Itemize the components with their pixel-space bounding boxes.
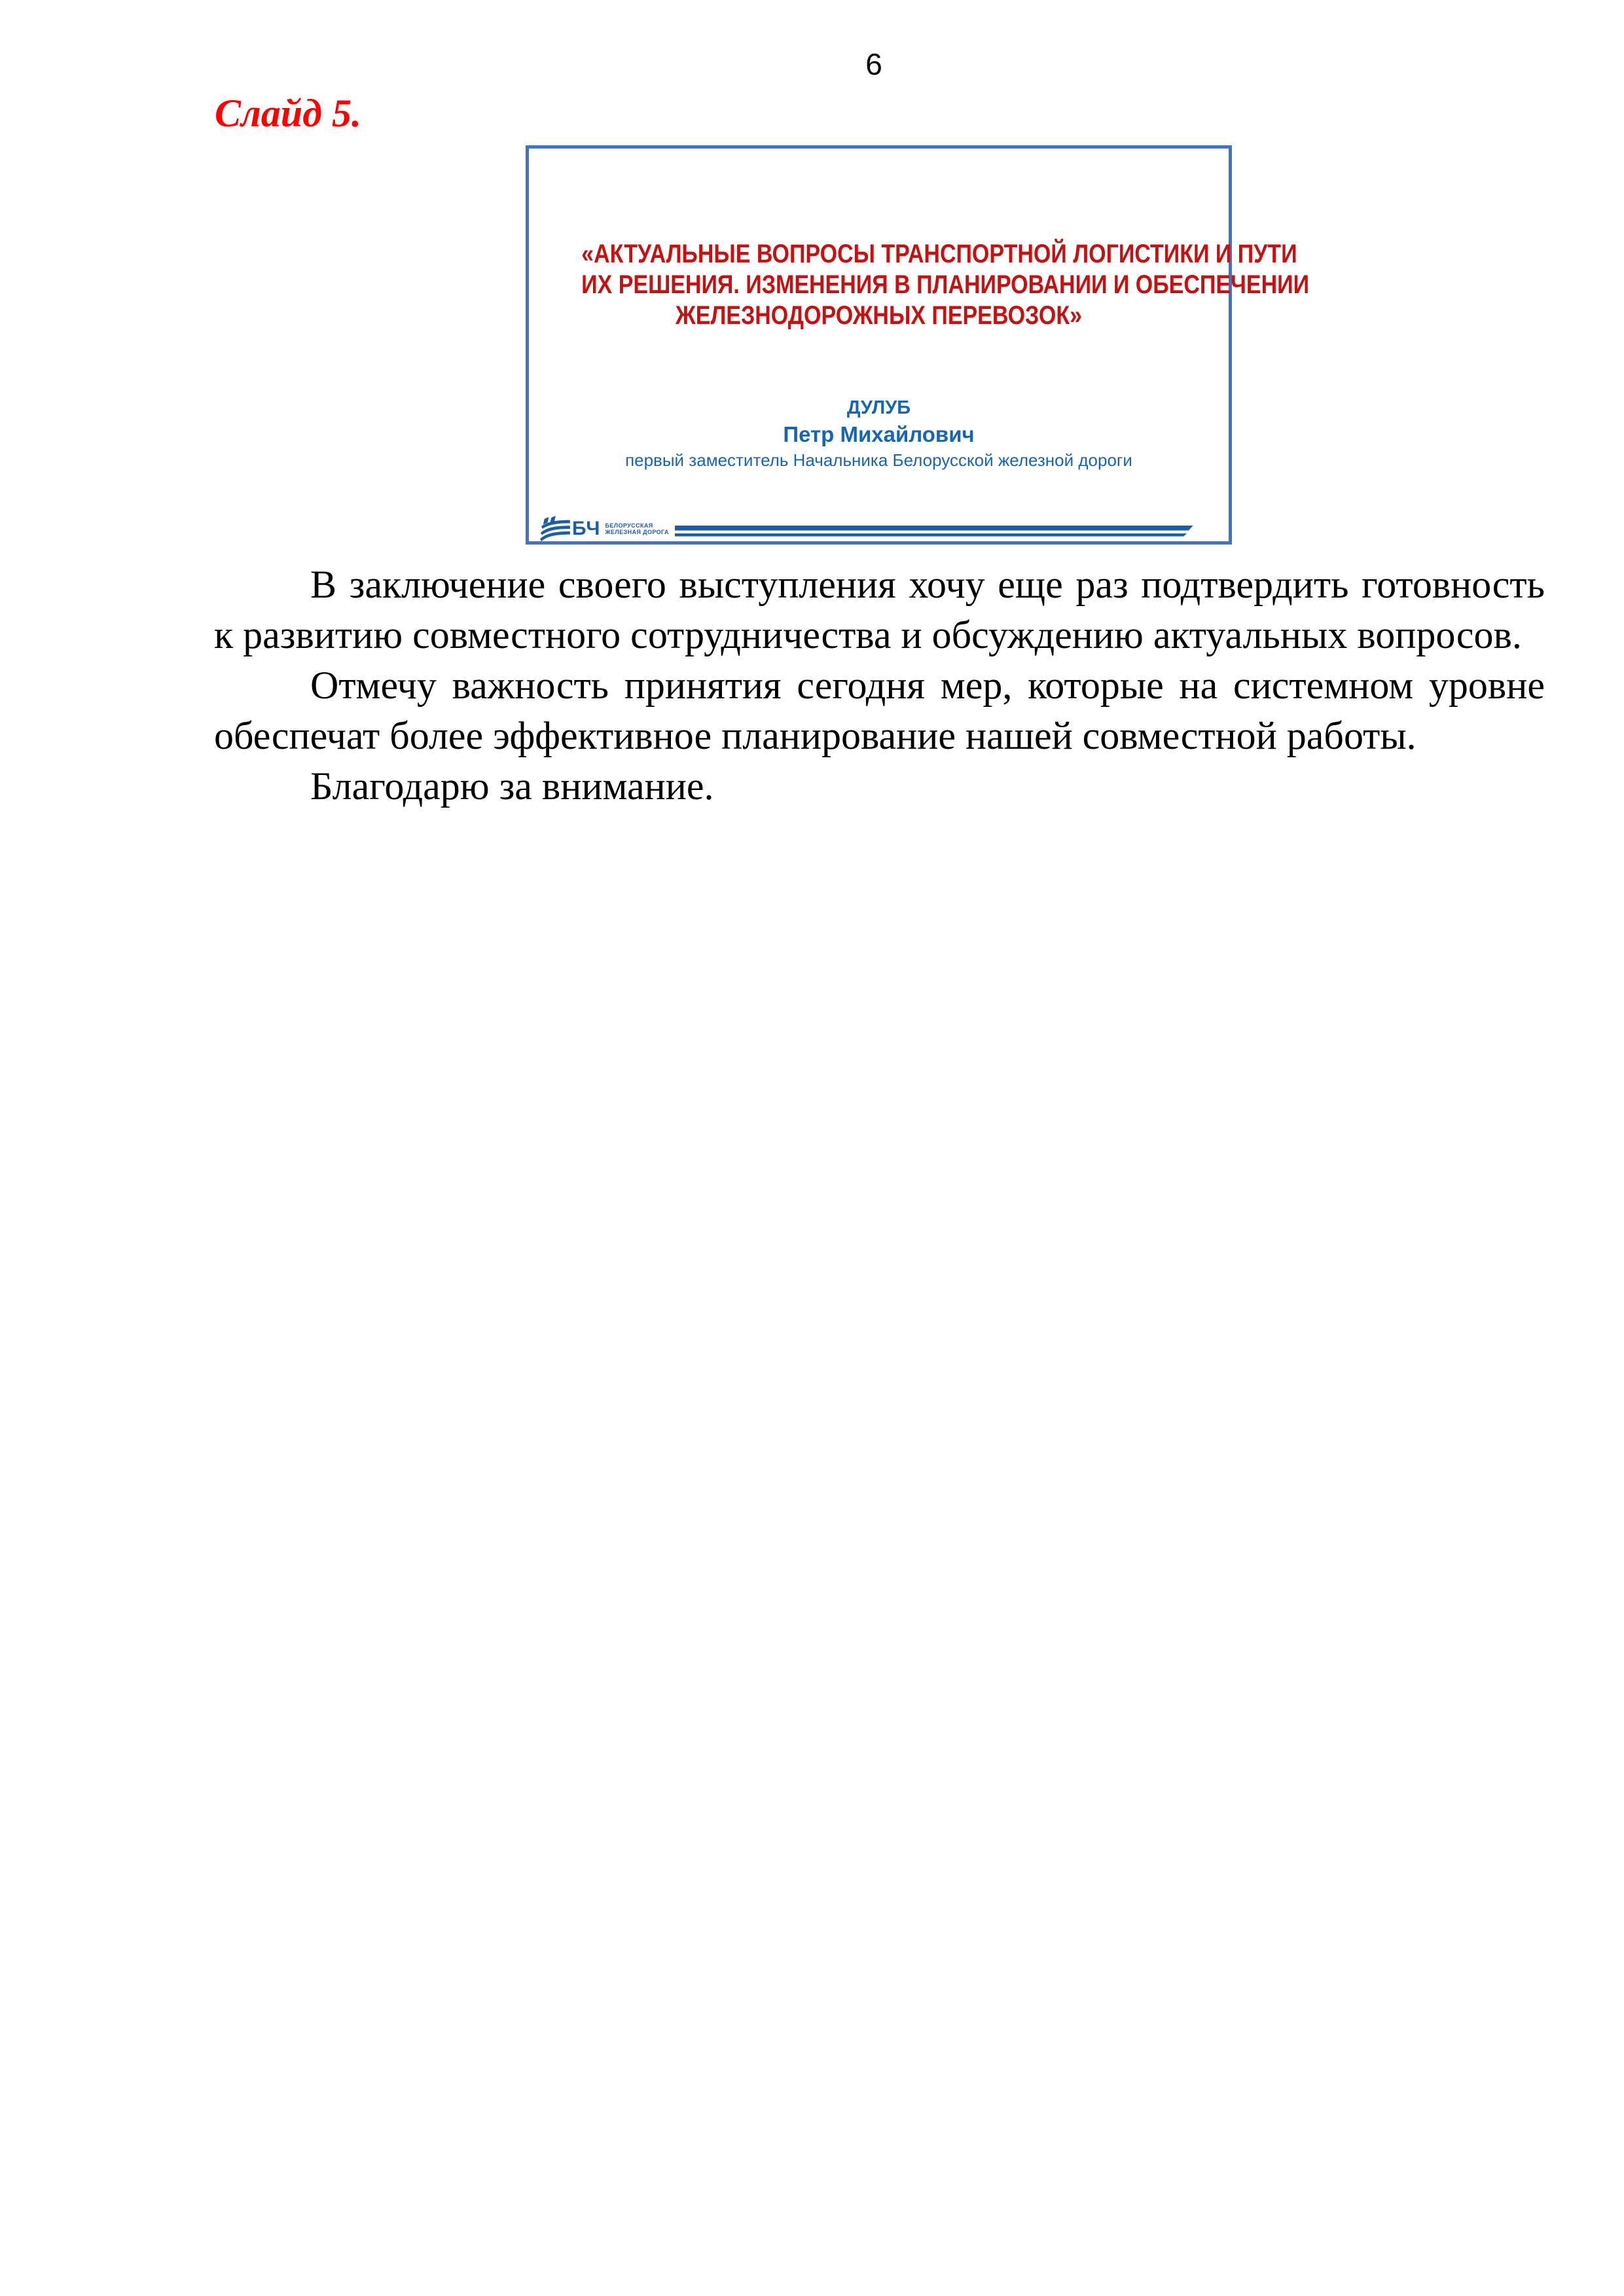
speaker-surname: ДУЛУБ [846,397,911,418]
speaker-block [529,395,1229,472]
embedded-slide [526,145,1310,545]
bch-logo-caption-line-1: БЕЛОРУССКАЯ [605,522,653,529]
bch-logo-caption [605,522,669,535]
slide-title-line-2: ИХ РЕШЕНИЯ. ИЗМЕНЕНИЯ В ПЛАНИРОВАНИИ И ОБЕСПЕЧЕНИИ [581,270,1310,299]
speaker-position: первый заместитель Начальника Белорусской железной дороги [625,450,1132,470]
slide-title [581,239,1310,331]
paragraph-3: Благодарю за внимание. [310,764,714,808]
slide-label: Слайд 5. [215,92,361,135]
slide-title-line-1: «АКТУАЛЬНЫЕ ВОПРОСЫ ТРАНСПОРТНОЙ ЛОГИСТИКИ И ПУТИ [581,240,1297,268]
bch-logo-abbreviation: БЧ [572,518,601,539]
bch-logo-caption-line-2: ЖЕЛЕЗНАЯ ДОРОГА [605,529,669,535]
bch-railway-emblem-icon [539,515,570,543]
logo-decorative-stripes [675,526,1193,537]
paragraph-1: В заключение своего выступления хочу еще раз подтвердить готовность к развитию совместного сотрудничества и обсуждению актуальных вопросов. [214,563,1545,656]
stripe-bottom [675,533,1187,537]
stripe-top [675,526,1193,531]
page-number: 6 [865,47,882,81]
speaker-name: Петр Михайлович [783,422,975,446]
slide-title-line-3: ЖЕЛЕЗНОДОРОЖНЫХ ПЕРЕВОЗОК» [676,301,1082,330]
railway-logo-strip [539,514,1193,544]
paragraph-2: Отмечу важность принятия сегодня мер, которые на системном уровне обеспечат более эффективное планирование нашей совместной работы. [214,664,1545,757]
body-text [214,560,1545,812]
